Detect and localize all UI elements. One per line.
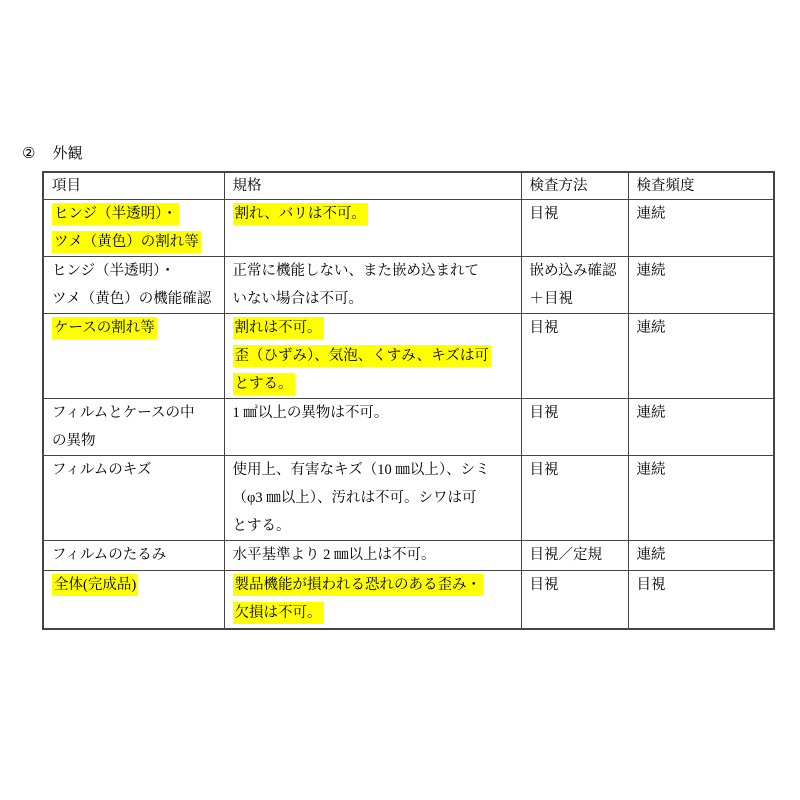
cell-text: 全体(完成品)	[52, 574, 138, 596]
column-header-frequency: 検査頻度	[628, 172, 774, 200]
cell-text: 割れは不可。	[233, 317, 324, 339]
cell-text: 目視	[636, 577, 666, 593]
cell-text: ツメ（黄色）の機能確認	[52, 291, 212, 307]
cell-text: とする。	[232, 518, 291, 534]
cell-spec	[224, 399, 521, 456]
section-title-text: 外観	[52, 146, 83, 162]
cell-item	[43, 200, 224, 257]
cell-text: 目視	[529, 462, 559, 478]
cell-item	[43, 314, 224, 399]
cell-frequency	[628, 456, 774, 541]
cell-frequency	[628, 571, 774, 629]
table-row	[43, 456, 774, 541]
section-number: ②	[22, 146, 36, 162]
cell-text: 使用上、有害なキズ（10 ㎜以上）、シミ	[232, 462, 490, 478]
cell-text: 目視	[529, 405, 559, 421]
table-row	[43, 200, 774, 257]
cell-text: 連続	[636, 320, 666, 336]
table-row	[43, 541, 774, 571]
cell-frequency	[628, 541, 774, 571]
cell-spec	[224, 257, 521, 314]
column-header-item: 項目	[43, 172, 224, 200]
cell-text: の異物	[52, 433, 96, 449]
cell-text: 水平基準より 2 ㎜以上は不可。	[232, 547, 436, 563]
cell-method	[521, 314, 628, 399]
header-row	[43, 172, 774, 200]
cell-text: フィルムのキズ	[52, 462, 152, 478]
cell-text: ツメ（黄色）の割れ等	[52, 231, 201, 253]
cell-spec	[224, 456, 521, 541]
cell-text: 嵌め込み確認	[529, 263, 617, 279]
cell-method	[521, 200, 628, 257]
cell-method	[521, 257, 628, 314]
cell-spec	[224, 314, 521, 399]
cell-text: 目視	[529, 577, 559, 593]
cell-text: 目視／定規	[529, 547, 602, 563]
inspection-table	[42, 171, 775, 630]
cell-text: 正常に機能しない、また嵌め込まれて	[232, 263, 479, 279]
cell-text: 製品機能が損われる恐れのある歪み・	[233, 574, 484, 596]
cell-spec	[224, 571, 521, 629]
column-header-method: 検査方法	[521, 172, 628, 200]
cell-item	[43, 571, 224, 629]
cell-spec	[224, 541, 521, 571]
cell-text: 連続	[636, 462, 666, 478]
cell-frequency	[628, 200, 774, 257]
cell-text: フィルムとケースの中	[52, 405, 195, 421]
table-row	[43, 399, 774, 456]
cell-text: 1 ㎟以上の異物は不可。	[232, 405, 389, 421]
table-row	[43, 257, 774, 314]
cell-text: 連続	[636, 263, 666, 279]
cell-item	[43, 257, 224, 314]
cell-method	[521, 571, 628, 629]
cell-text: 割れ、バリは不可。	[233, 203, 368, 225]
table-row	[43, 314, 774, 399]
cell-text: いない場合は不可。	[232, 291, 363, 307]
cell-frequency	[628, 399, 774, 456]
table-row	[43, 571, 774, 629]
cell-method	[521, 541, 628, 571]
cell-text: 連続	[636, 405, 666, 421]
cell-method	[521, 399, 628, 456]
cell-item	[43, 399, 224, 456]
cell-text: ヒンジ（半透明）・	[52, 203, 179, 225]
cell-frequency	[628, 314, 774, 399]
cell-text: 歪（ひずみ）、気泡、くすみ、キズは可	[233, 345, 491, 367]
section-title	[22, 144, 82, 164]
cell-item	[43, 541, 224, 571]
cell-item	[43, 456, 224, 541]
cell-method	[521, 456, 628, 541]
cell-text: 欠損は不可。	[233, 602, 324, 624]
cell-spec	[224, 200, 521, 257]
cell-text: 目視	[529, 320, 559, 336]
column-header-spec: 規格	[224, 172, 521, 200]
cell-text: ヒンジ（半透明）・	[52, 263, 175, 279]
cell-text: ＋目視	[529, 291, 573, 307]
cell-text: 連続	[636, 547, 666, 563]
cell-text: 目視	[529, 206, 559, 222]
cell-text: ケースの割れ等	[52, 317, 157, 339]
cell-text: とする。	[233, 373, 295, 395]
cell-frequency	[628, 257, 774, 314]
cell-text: 連続	[636, 206, 666, 222]
cell-text: （φ3 ㎜以上）、汚れは不可。シワは可	[232, 490, 477, 506]
cell-text: フィルムのたるみ	[52, 547, 167, 563]
